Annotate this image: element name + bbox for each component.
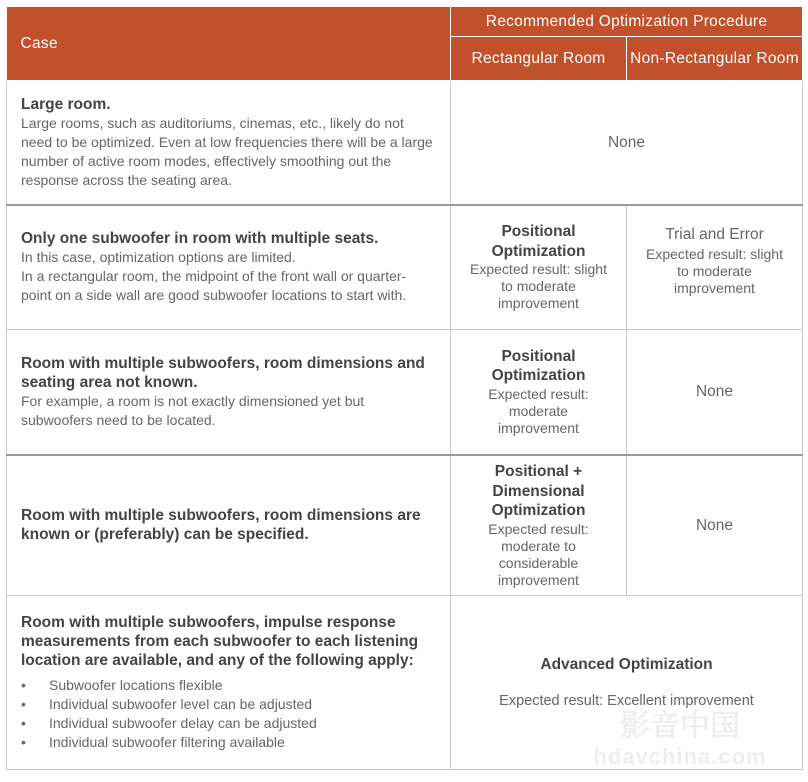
table-row [7, 330, 803, 455]
watermark-url: hdavchina.com [593, 744, 767, 769]
table-row [7, 455, 803, 596]
rect-procedure-cell [451, 330, 627, 455]
case-description-1: In this case, optimization options are limited. [21, 249, 296, 266]
procedure-none: None [627, 330, 803, 455]
conditions-list [21, 676, 436, 752]
procedure-result: Expected result: Excellent improvement [499, 692, 754, 709]
case-cell [7, 455, 451, 596]
case-description: For example, a room is not exactly dimensioned yet but subwoofers need to be located. [21, 392, 365, 428]
case-cell [7, 330, 451, 455]
list-item: • Individual subwoofer delay can be adjusted [21, 714, 436, 733]
list-item: • Subwoofer locations flexible [21, 676, 436, 695]
rect-procedure-cell [451, 455, 627, 596]
header-non-rectangular-room: Non-Rectangular Room [627, 37, 803, 81]
list-item: • Individual subwoofer filtering available [21, 733, 436, 752]
case-title: Room with multiple subwoofers, room dimensions are known or (preferably) can be specified. [21, 507, 421, 544]
header-case: Case [7, 7, 451, 81]
case-title: Room with multiple subwoofers, impulse response measurements from each subwoofer to each listening location are available, and any of the following apply: [21, 614, 419, 669]
case-description-2: In a rectangular room, the midpoint of the front wall or quarter-point on a side wall are good subwoofer locations to start with. [21, 268, 407, 304]
procedure-title: Positional + Dimensional Optimization [491, 463, 586, 519]
list-item: • Individual subwoofer level can be adjusted [21, 695, 436, 714]
table-row [7, 81, 803, 205]
procedure-none: None [627, 455, 803, 596]
case-cell [7, 596, 451, 770]
watermark-cn-text: 影音中国 [620, 710, 740, 743]
procedure-title: Advanced Optimization [540, 656, 713, 674]
table-row [7, 596, 803, 770]
case-title: Room with multiple subwoofers, room dimensions and seating area not known. [21, 354, 425, 391]
procedure-none: None [451, 81, 803, 205]
procedure-title: Positional Optimization [491, 347, 586, 385]
case-cell [7, 81, 451, 205]
combined-procedure-cell [451, 596, 803, 770]
case-title: Large room. [21, 95, 111, 113]
procedure-result: Expected result: moderate improvement [488, 385, 589, 436]
procedure-result: Expected result: moderate to considerable improvement [488, 520, 589, 588]
case-description: Large rooms, such as auditoriums, cinemas, etc., likely do not need to be optimized. Even at low frequencies there will be a large number of active room modes, effectively smoothing out the response across the seating area. [21, 114, 433, 188]
header-recommended-procedure: Recommended Optimization Procedure [451, 7, 803, 37]
nonrect-procedure-cell [627, 205, 803, 330]
header-rectangular-room: Rectangular Room [451, 37, 627, 81]
procedure-result: Expected result: slight to moderate improvement [470, 261, 607, 312]
case-cell [7, 205, 451, 330]
table-row [7, 205, 803, 330]
optimization-table [6, 6, 803, 770]
procedure-title: Positional Optimization [491, 223, 586, 260]
procedure-title: Trial and Error [665, 225, 764, 243]
case-title: Only one subwoofer in room with multiple seats. [21, 230, 379, 248]
procedure-result: Expected result: slight to moderate improvement [646, 245, 783, 296]
rect-procedure-cell [451, 205, 627, 330]
